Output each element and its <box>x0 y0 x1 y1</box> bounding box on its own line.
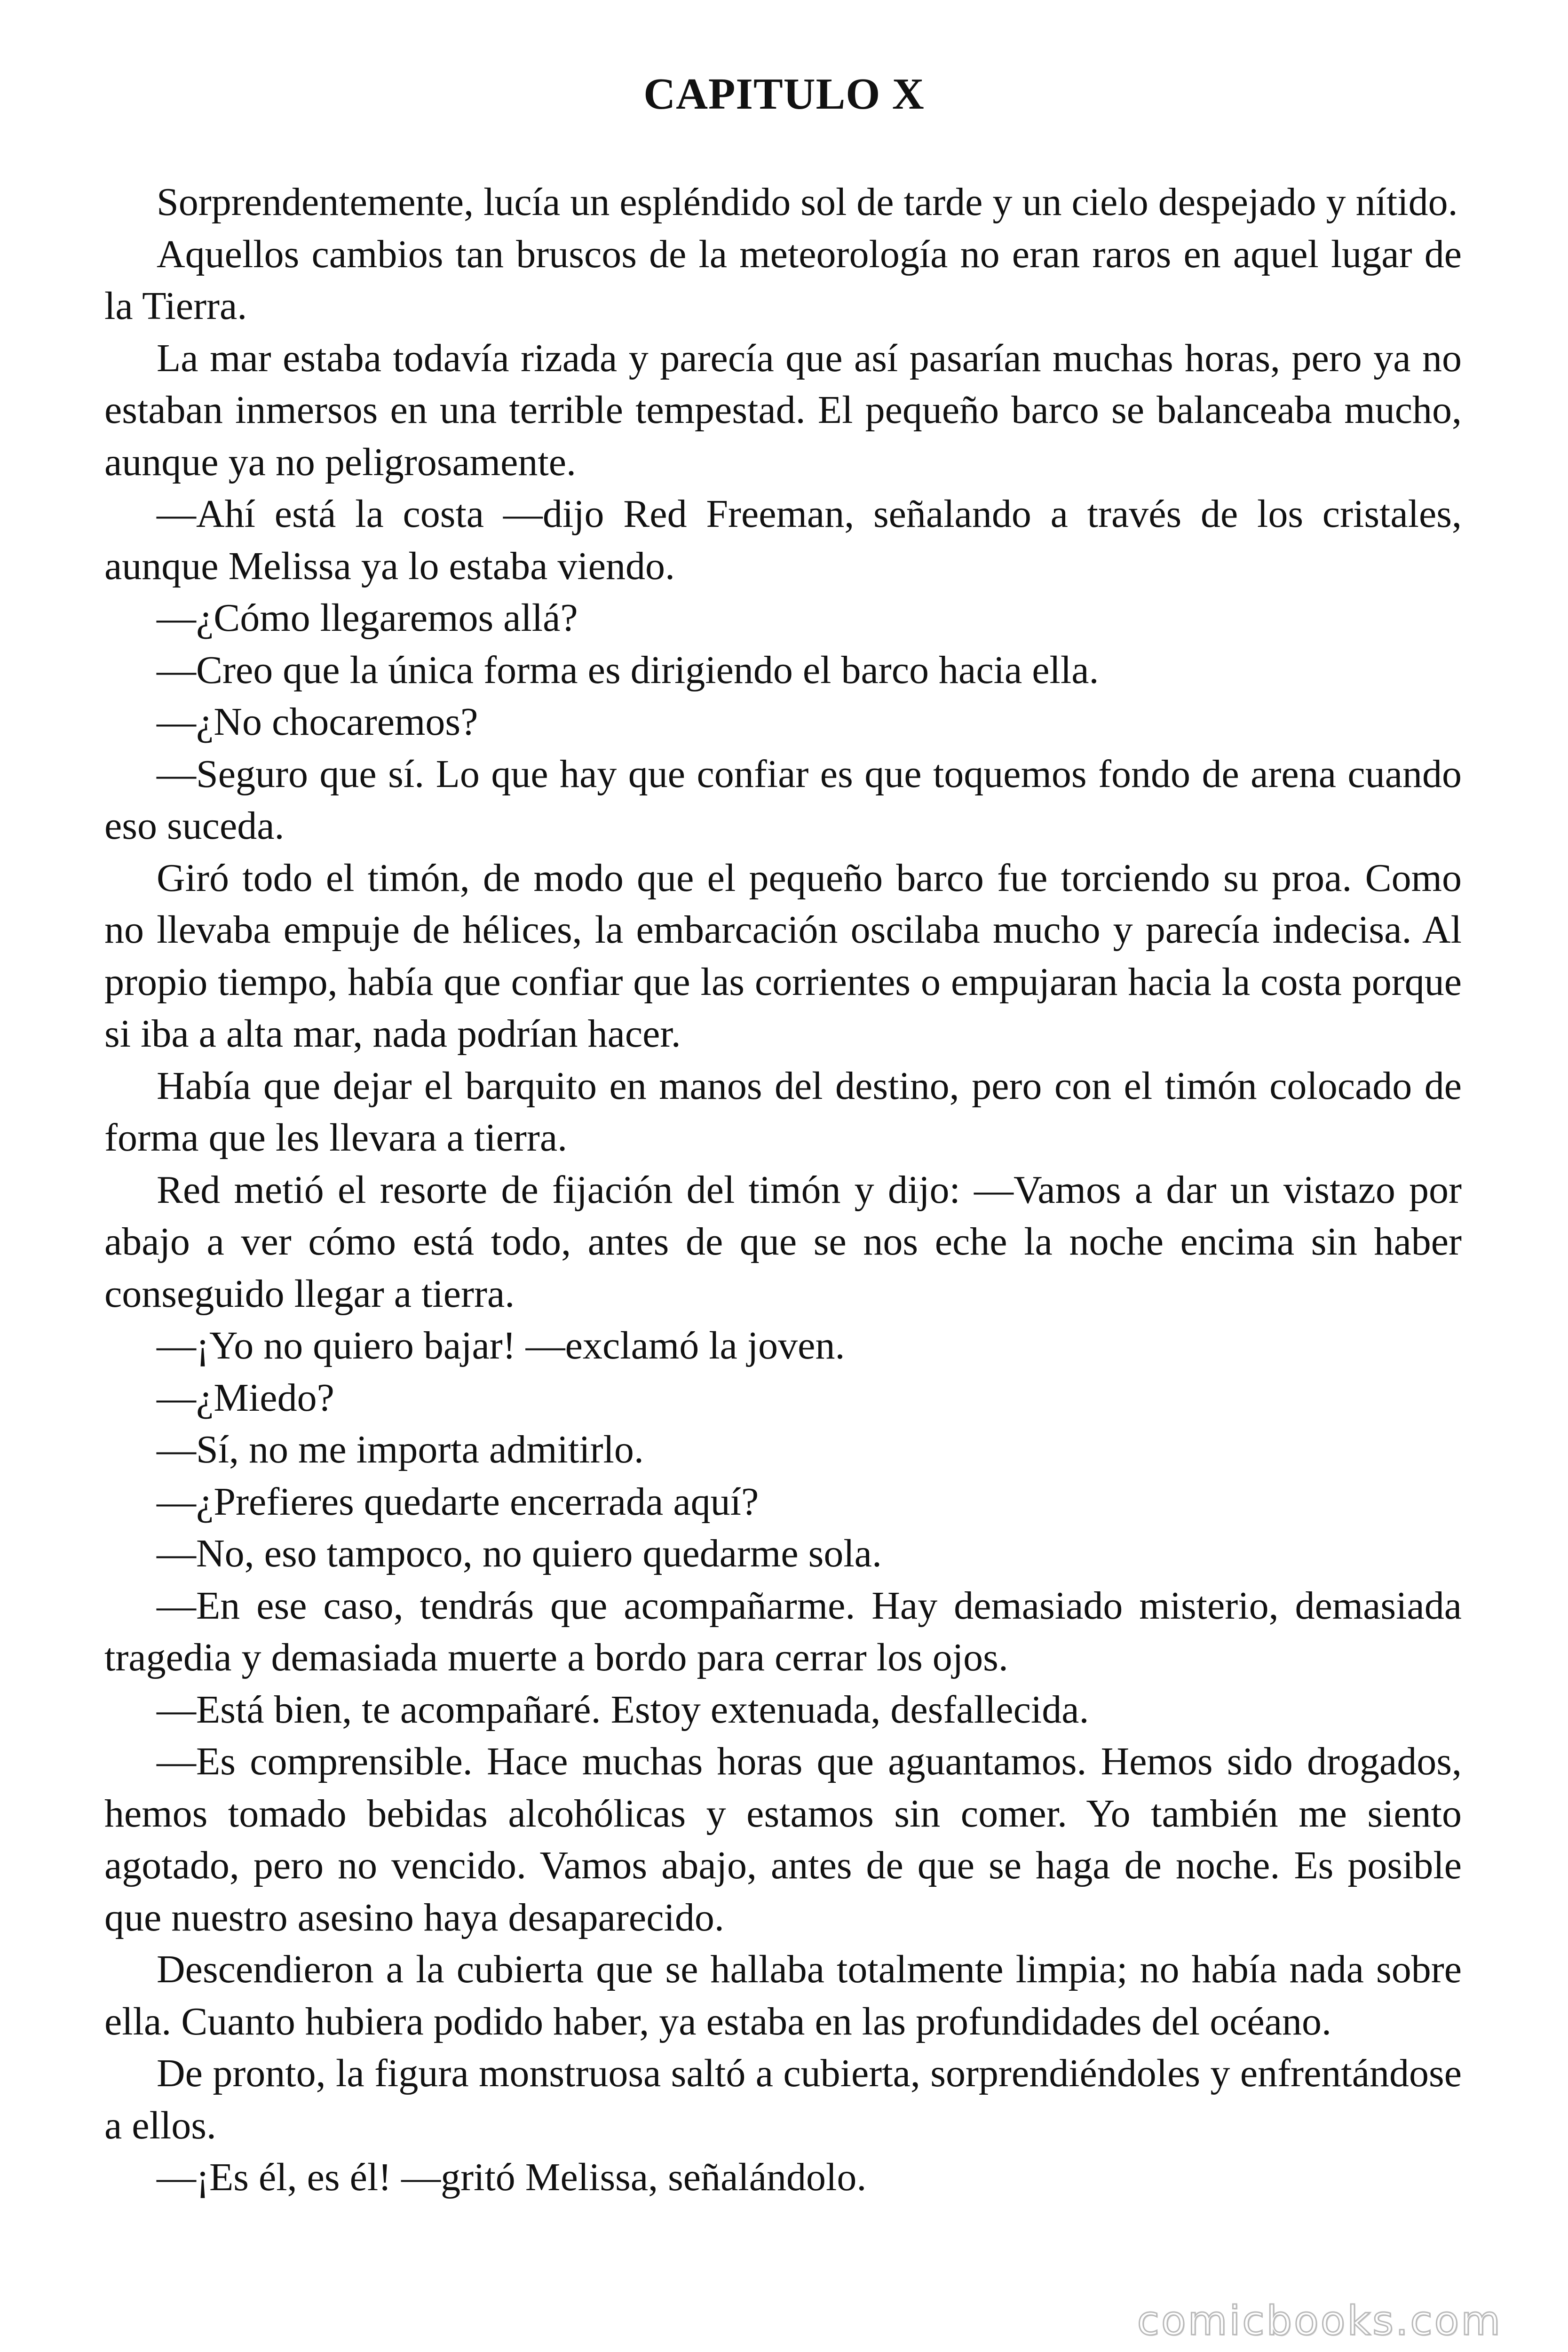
paragraph: —¿Prefieres quedarte encerrada aquí? <box>157 1479 759 1524</box>
paragraph: —¿Miedo? <box>157 1375 334 1420</box>
paragraph: Sorprendentemente, lucía un espléndido sol de tarde y un cielo despejado y nítido. <box>157 180 1458 224</box>
paragraph: Giró todo el timón, de modo que el pequeño barco fue torciendo su proa. Como no llevaba empuje de hélices, la embarcación oscilaba mucho y parecía indecisa. Al propio tiempo, había que confiar que las corrientes o empujaran hacia la costa porque si iba a alta mar, nada podrían hacer. <box>104 856 1462 1056</box>
paragraph: —¿Cómo llegaremos allá? <box>157 596 578 640</box>
paragraph: —Sí, no me importa admitirlo. <box>157 1428 644 1471</box>
chapter-title: CAPITULO X <box>643 70 925 119</box>
paragraph: —Está bien, te acompañaré. Estoy extenuada, desfallecida. <box>157 1687 1089 1732</box>
paragraph: De pronto, la figura monstruosa saltó a cubierta, sorprendiéndoles y enfrentándose a ellos. <box>104 2051 1462 2147</box>
paragraph: —Ahí está la costa —dijo Red Freeman, señalando a través de los cristales, aunque Melissa ya lo estaba viendo. <box>104 492 1462 588</box>
chapter-body <box>104 176 1462 2204</box>
paragraph: —En ese caso, tendrás que acompañarme. Hay demasiado misterio, demasiada tragedia y demasiada muerte a bordo para cerrar los ojos. <box>104 1583 1462 1679</box>
paragraph: Red metió el resorte de fijación del timón y dijo: —Vamos a dar un vistazo por abajo a ver cómo está todo, antes de que se nos eche la noche encima sin haber conseguido llegar a tierra. <box>104 1168 1462 1316</box>
paragraph: La mar estaba todavía rizada y parecía que así pasarían muchas horas, pero ya no estaban inmersos en una terrible tempestad. El pequeño barco se balanceaba mucho, aunque ya no peligrosamente. <box>104 336 1462 484</box>
paragraph: —Seguro que sí. Lo que hay que confiar es que toquemos fondo de arena cuando eso suceda. <box>104 752 1462 848</box>
paragraph: Aquellos cambios tan bruscos de la meteorología no eran raros en aquel lugar de la Tierra. <box>104 232 1462 328</box>
paragraph: —Creo que la única forma es dirigiendo el barco hacia ella. <box>157 648 1099 692</box>
paragraph: —¡Yo no quiero bajar! —exclamó la joven. <box>157 1324 845 1367</box>
site-watermark: comicbooks.com <box>1137 2297 1502 2344</box>
paragraph: Había que dejar el barquito en manos del destino, pero con el timón colocado de forma que les llevara a tierra. <box>104 1064 1462 1160</box>
paragraph: —No, eso tampoco, no quiero quedarme sola. <box>157 1532 882 1575</box>
paragraph: —Es comprensible. Hace muchas horas que aguantamos. Hemos sido drogados, hemos tomado bebidas alcohólicas y estamos sin comer. Yo también me siento agotado, pero no vencido. Vamos abajo, antes de que se haga de noche. Es posible que nuestro asesino haya desaparecido. <box>104 1740 1462 1939</box>
paragraph: —¿No chocaremos? <box>157 700 478 744</box>
paragraph: Descendieron a la cubierta que se hallaba totalmente limpia; no había nada sobre ella. Cuanto hubiera podido haber, ya estaba en las profundidades del océano. <box>104 1947 1462 2043</box>
paragraph: —¡Es él, es él! —gritó Melissa, señalándolo. <box>157 2155 867 2199</box>
